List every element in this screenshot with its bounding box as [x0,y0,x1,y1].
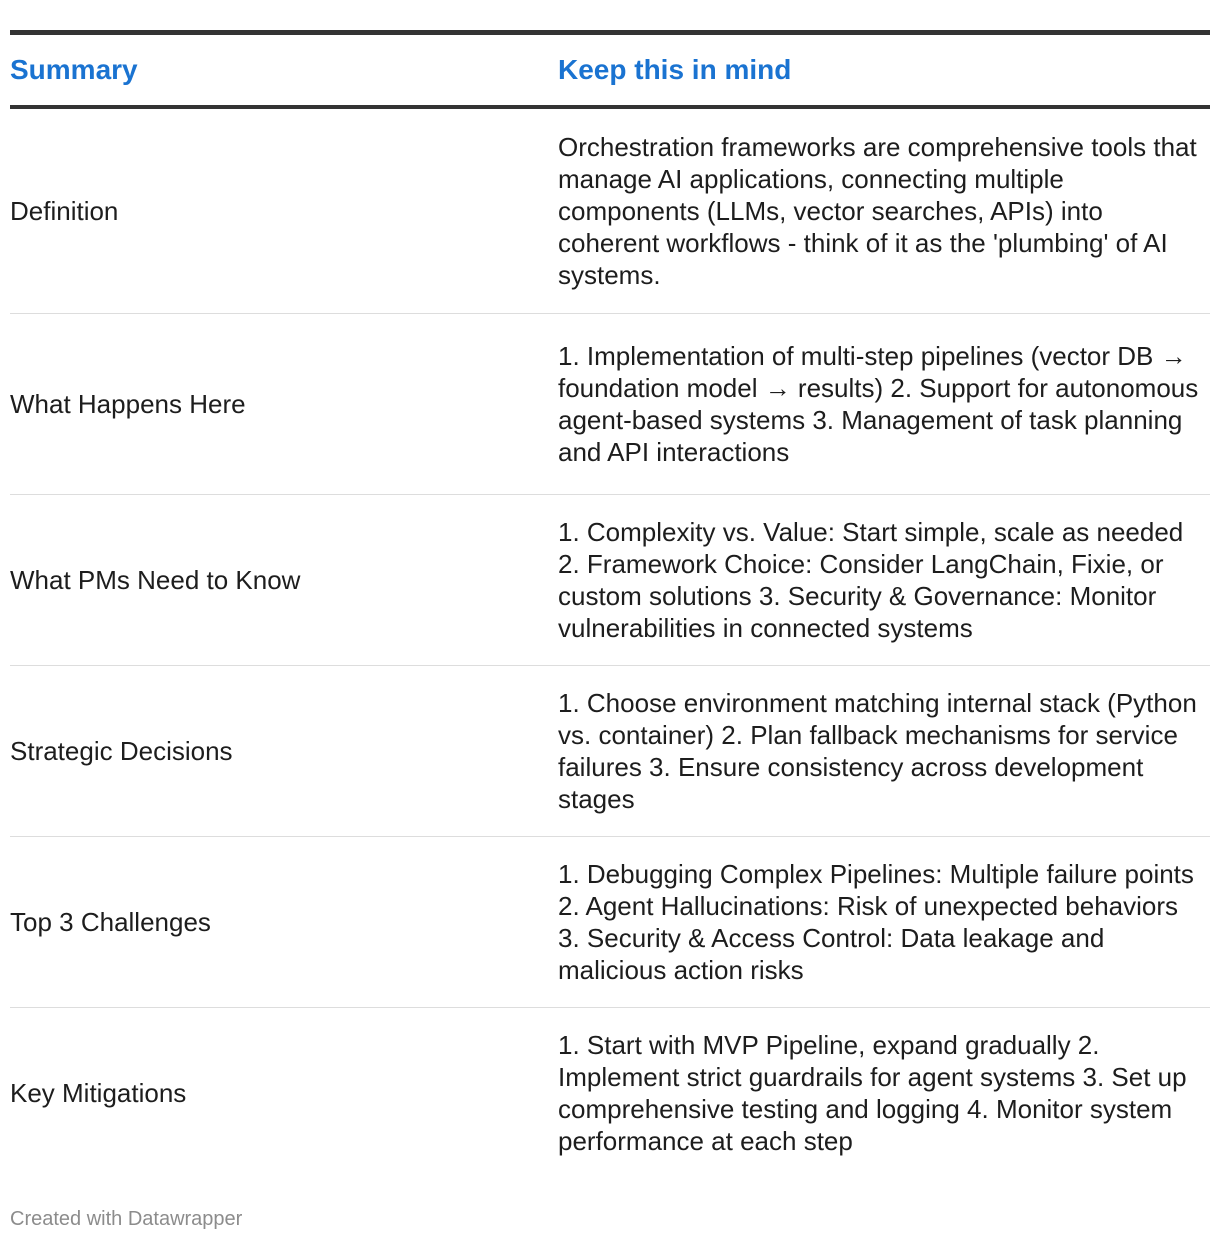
summary-table [10,30,1210,1178]
row-summary-cell: Definition [10,196,119,226]
row-note-cell: Orchestration frameworks are comprehensive tools that manage AI applications, connecting multiple components (LLMs, vector searches, APIs) into coherent workflows - think of it as the 'plumbing' of AI systems. [558,132,1197,290]
row-note-cell: 1. Implementation of multi-step pipelines (vector DB → foundation model → results) 2. Support for autonomous agent-based systems 3. Management of task planning and API interactions [558,341,1199,467]
row-note-cell: 1. Start with MVP Pipeline, expand gradually 2. Implement strict guardrails for agent systems 3. Set up comprehensive testing and logging 4. Monitor system performance at each step [558,1030,1187,1156]
footer-credit: Created with Datawrapper [10,1208,243,1230]
row-summary-cell: Top 3 Challenges [10,907,211,937]
row-note-cell: 1. Choose environment matching internal stack (Python vs. container) 2. Plan fallback mechanisms for service failures 3. Ensure consistency across development stages [558,688,1197,814]
table-header-row [10,35,1210,109]
table-row [10,314,1210,495]
table-row [10,837,1210,1008]
table-row [10,666,1210,837]
header-keep-in-mind: Keep this in mind [558,54,792,85]
row-summary-cell: Key Mitigations [10,1078,187,1108]
row-note-cell: 1. Debugging Complex Pipelines: Multiple failure points 2. Agent Hallucinations: Risk of unexpected behaviors 3. Security & Access Control: Data leakage and malicious action risks [558,859,1194,985]
table-row [10,1008,1210,1178]
header-summary: Summary [10,54,138,85]
row-summary-cell: What Happens Here [10,389,246,419]
row-summary-cell: What PMs Need to Know [10,565,301,595]
row-summary-cell: Strategic Decisions [10,736,233,766]
row-note-cell: 1. Complexity vs. Value: Start simple, scale as needed 2. Framework Choice: Consider LangChain, Fixie, or custom solutions 3. Security & Governance: Monitor vulnerabilities in connected systems [558,517,1184,643]
table-row [10,109,1210,314]
table-row [10,495,1210,666]
